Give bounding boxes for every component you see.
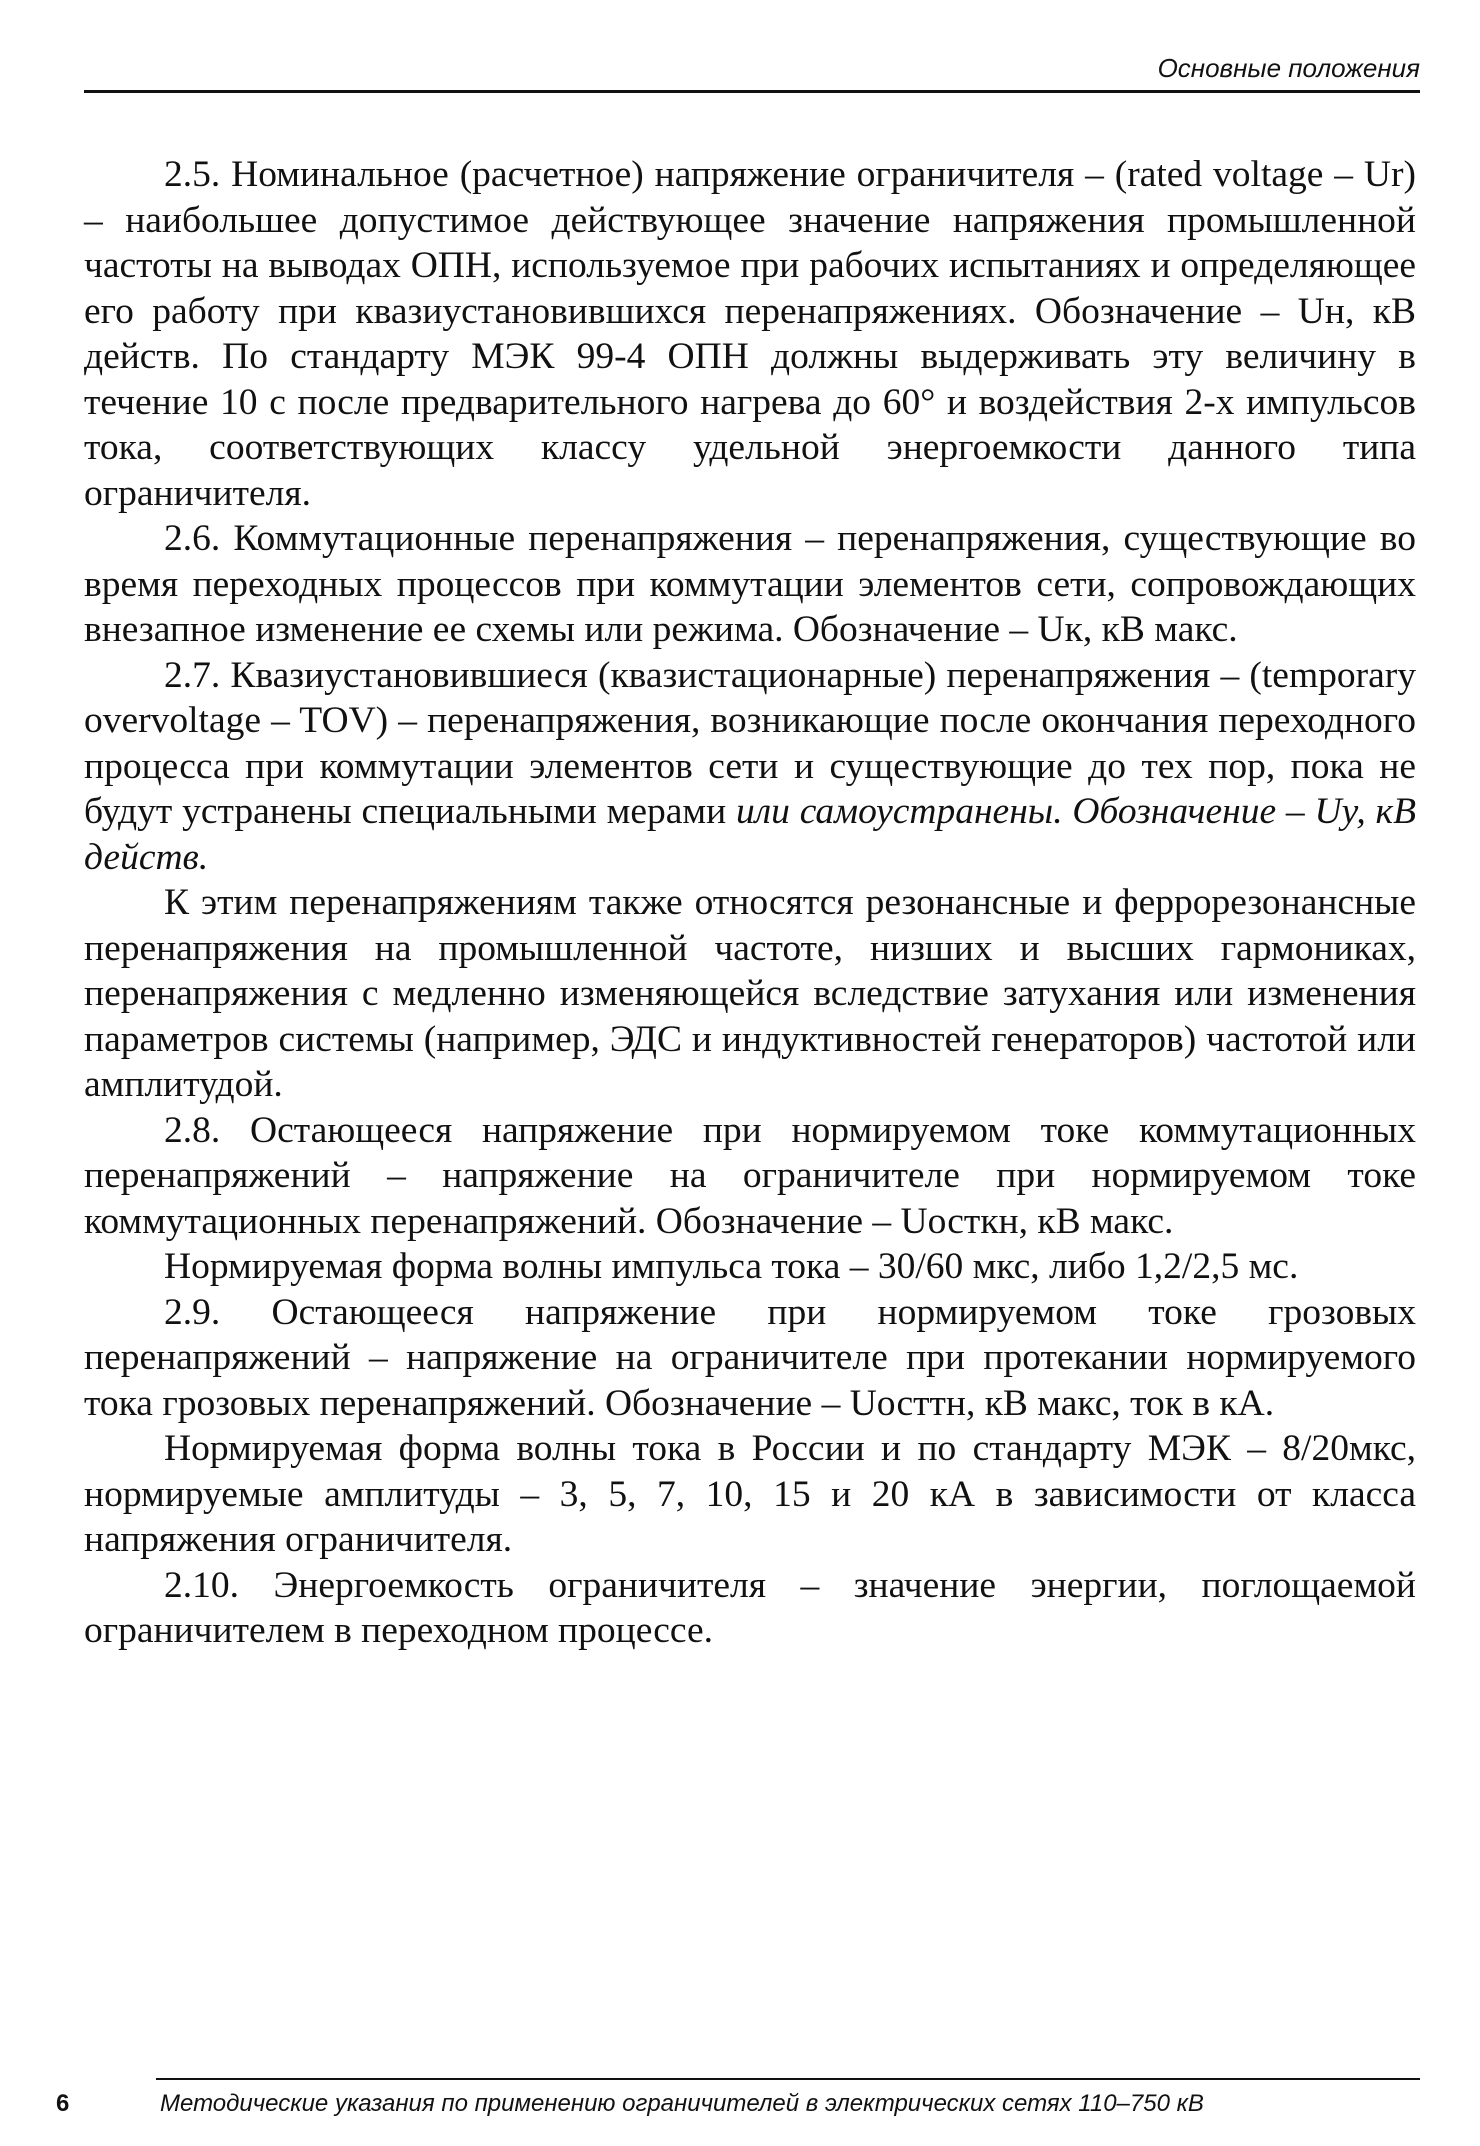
- page-number: 6: [56, 2090, 70, 2117]
- footer-title: Методические указания по применению ограничителей в электрических сетях 110–750 кВ: [160, 2090, 1204, 2117]
- page-footer: [56, 2078, 1420, 2118]
- paragraph-2-9-note: Нормируемая форма волны тока в России и по стандарту МЭК – 8/20мкс, нормируемые амплитуды – 3, 5, 7, 10, 15 и 20 кА в зависимости от класса напряжения ограничителя.: [84, 1428, 1416, 1560]
- paragraph-2-8: 2.8. Остающееся напряжение при нормируемом токе коммутационных перенапряжений – напряжение на ограничителе при нормируемом токе коммутационных перенапряжений. Обозначение – Uосткн, кВ макс.: [84, 1109, 1416, 1242]
- footer-rule: [156, 2078, 1420, 2080]
- page-header: [84, 38, 1420, 93]
- paragraph-2-6: 2.6. Коммутационные перенапряжения – перенапряжения, существующие во время переходных процессов при коммутации элементов сети, сопровождающих внезапное изменение ее схемы или режима. Обозначение – Uк, кВ макс.: [84, 518, 1416, 650]
- paragraph-2-7-italic-tail: или самоустранены. Обозначение – Uу, кВ действ.: [84, 791, 1416, 878]
- paragraph-2-5: 2.5. Номинальное (расчетное) напряжение ограничителя – (rated voltage – Ur) – наибольшее допустимое действующее значение напряжения промышленной частоты на выводах ОПН, используемое при рабочих испытаниях и определяющее его работу при квазиустановившихся перенапряжениях. Обозначение – Uн, кВ действ. По стандарту МЭК 99-4 ОПН должны выдерживать эту величину в течение 10 с после предварительного нагрева до 60° и воздействия 2-х импульсов тока, соответствующих классу удельной энергоемкости данного типа ограничителя.: [84, 154, 1416, 514]
- paragraph-2-10: 2.10. Энергоемкость ограничителя – значение энергии, поглощаемой ограничителем в переходном процессе.: [84, 1564, 1416, 1651]
- paragraph-2-7: [84, 653, 1416, 881]
- header-title: Основные положения: [1157, 53, 1420, 83]
- paragraph-2-7-main: 2.7. Квазиустановившиеся (квазистационарные) перенапряжения – (temporary overvoltage – TOV) – перенапряжения, возникающие после окончания переходного процесса при коммутации элементов сети и существующие до тех пор, пока не будут устранены специальными мерами: [84, 654, 1416, 832]
- paragraph-2-8-note: Нормируемая форма волны импульса тока – 30/60 мкс, либо 1,2/2,5 мс.: [164, 1246, 1299, 1287]
- paragraph-2-7-note: К этим перенапряжениям также относятся резонансные и феррорезонансные перенапряжения на промышленной частоте, низших и высших гармониках, перенапряжения с медленно изменяющейся вследствие затухания или изменения параметров системы (например, ЭДС и индуктивностей генераторов) частотой или амплитудой.: [84, 882, 1416, 1105]
- paragraph-2-9: 2.9. Остающееся напряжение при нормируемом токе грозовых перенапряжений – напряжение на ограничителе при протекании нормируемого тока грозовых перенапряжений. Обозначение – Uосттн, кВ макс, ток в кА.: [84, 1291, 1416, 1424]
- document-body: [84, 152, 1416, 1654]
